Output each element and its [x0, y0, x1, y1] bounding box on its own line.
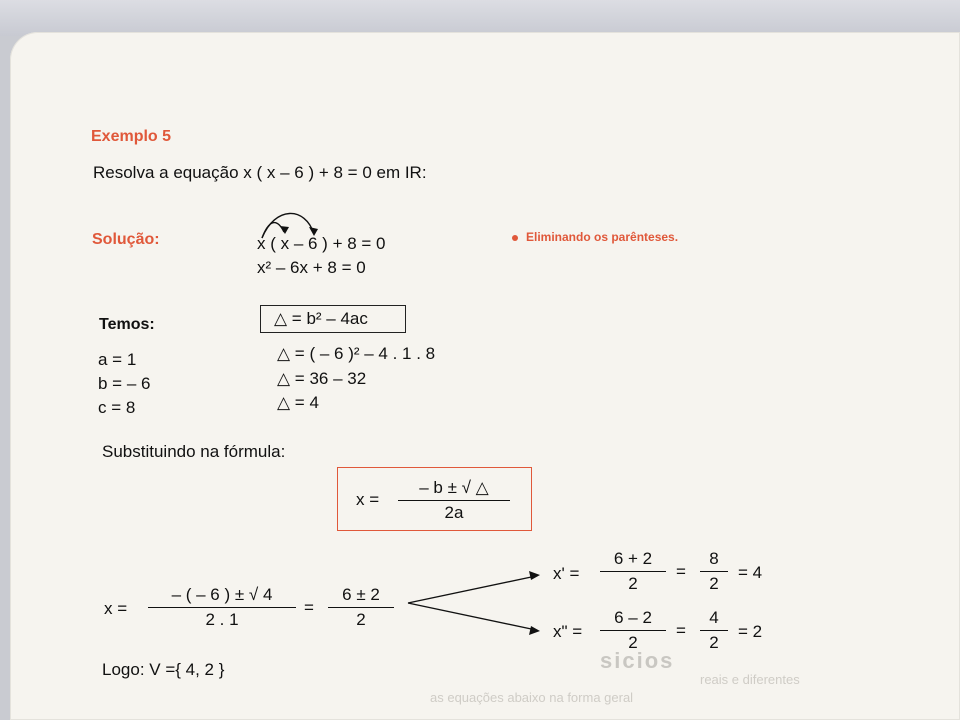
- x1-label: x' =: [553, 564, 580, 583]
- calc-equals: =: [304, 598, 314, 617]
- x2-result: = 2: [738, 622, 763, 641]
- x2-simplified-numerator: 4: [709, 608, 719, 627]
- x1-simplified-denominator: 2: [709, 574, 719, 593]
- x1-fraction: [600, 549, 666, 594]
- delta-step-2: △ = 36 – 32: [277, 369, 367, 388]
- calc-fraction-1-numerator: – ( – 6 ) ± √ 4: [171, 585, 273, 604]
- bleed-through-line: as equações abaixo na forma geral: [430, 690, 634, 705]
- x2-simplified-denominator: 2: [709, 633, 719, 652]
- example-heading: Exemplo 5: [91, 128, 172, 145]
- solution-note-text: Eliminando os parênteses.: [526, 230, 679, 244]
- formula-lhs: x =: [356, 490, 380, 509]
- bleed-through-line: reais e diferentes: [700, 672, 800, 687]
- x1-result: = 4: [738, 563, 763, 582]
- x1-simplified-fraction: [700, 549, 728, 594]
- problem-statement: Resolva a equação x ( x – 6 ) + 8 = 0 em IR:: [93, 163, 427, 182]
- conclusion: Logo: V ={ 4, 2 }: [102, 660, 225, 679]
- x2-numerator: 6 – 2: [614, 608, 652, 627]
- calc-fraction-2-numerator: 6 ± 2: [342, 585, 380, 604]
- calc-fraction-2-denominator: 2: [356, 610, 366, 629]
- bleed-through-heading: sicios: [600, 648, 675, 673]
- x2-label: x" =: [553, 622, 583, 641]
- x2-denominator: 2: [628, 633, 638, 652]
- formula-denominator: 2a: [444, 503, 464, 522]
- delta-step-1: △ = ( – 6 )² – 4 . 1 . 8: [277, 344, 436, 363]
- x1-numerator: 6 + 2: [613, 549, 653, 568]
- x1-equals: =: [676, 562, 686, 581]
- temos-label: Temos:: [99, 316, 155, 333]
- x2-simplified-fraction: [700, 608, 728, 653]
- coefficient-b: b = – 6: [98, 374, 151, 393]
- delta-step-3: △ = 4: [277, 393, 319, 412]
- formula-numerator: – b ± √ △: [419, 478, 489, 497]
- calc-fraction-1-denominator: 2 . 1: [205, 610, 239, 629]
- coefficient-c: c = 8: [98, 398, 136, 417]
- calc-lhs: x =: [104, 599, 128, 618]
- coefficient-a: a = 1: [98, 350, 137, 369]
- delta-formula: △ = b² – 4ac: [274, 309, 368, 328]
- x1-denominator: 2: [628, 574, 638, 593]
- x2-fraction: [600, 608, 666, 653]
- x2-equals: =: [676, 621, 686, 640]
- solution-label: Solução:: [92, 231, 160, 248]
- solution-line-2: x² – 6x + 8 = 0: [257, 258, 366, 277]
- solution-line-1: x ( x – 6 ) + 8 = 0: [257, 234, 386, 253]
- x1-simplified-numerator: 8: [709, 549, 719, 568]
- substitution-label: Substituindo na fórmula:: [102, 442, 286, 461]
